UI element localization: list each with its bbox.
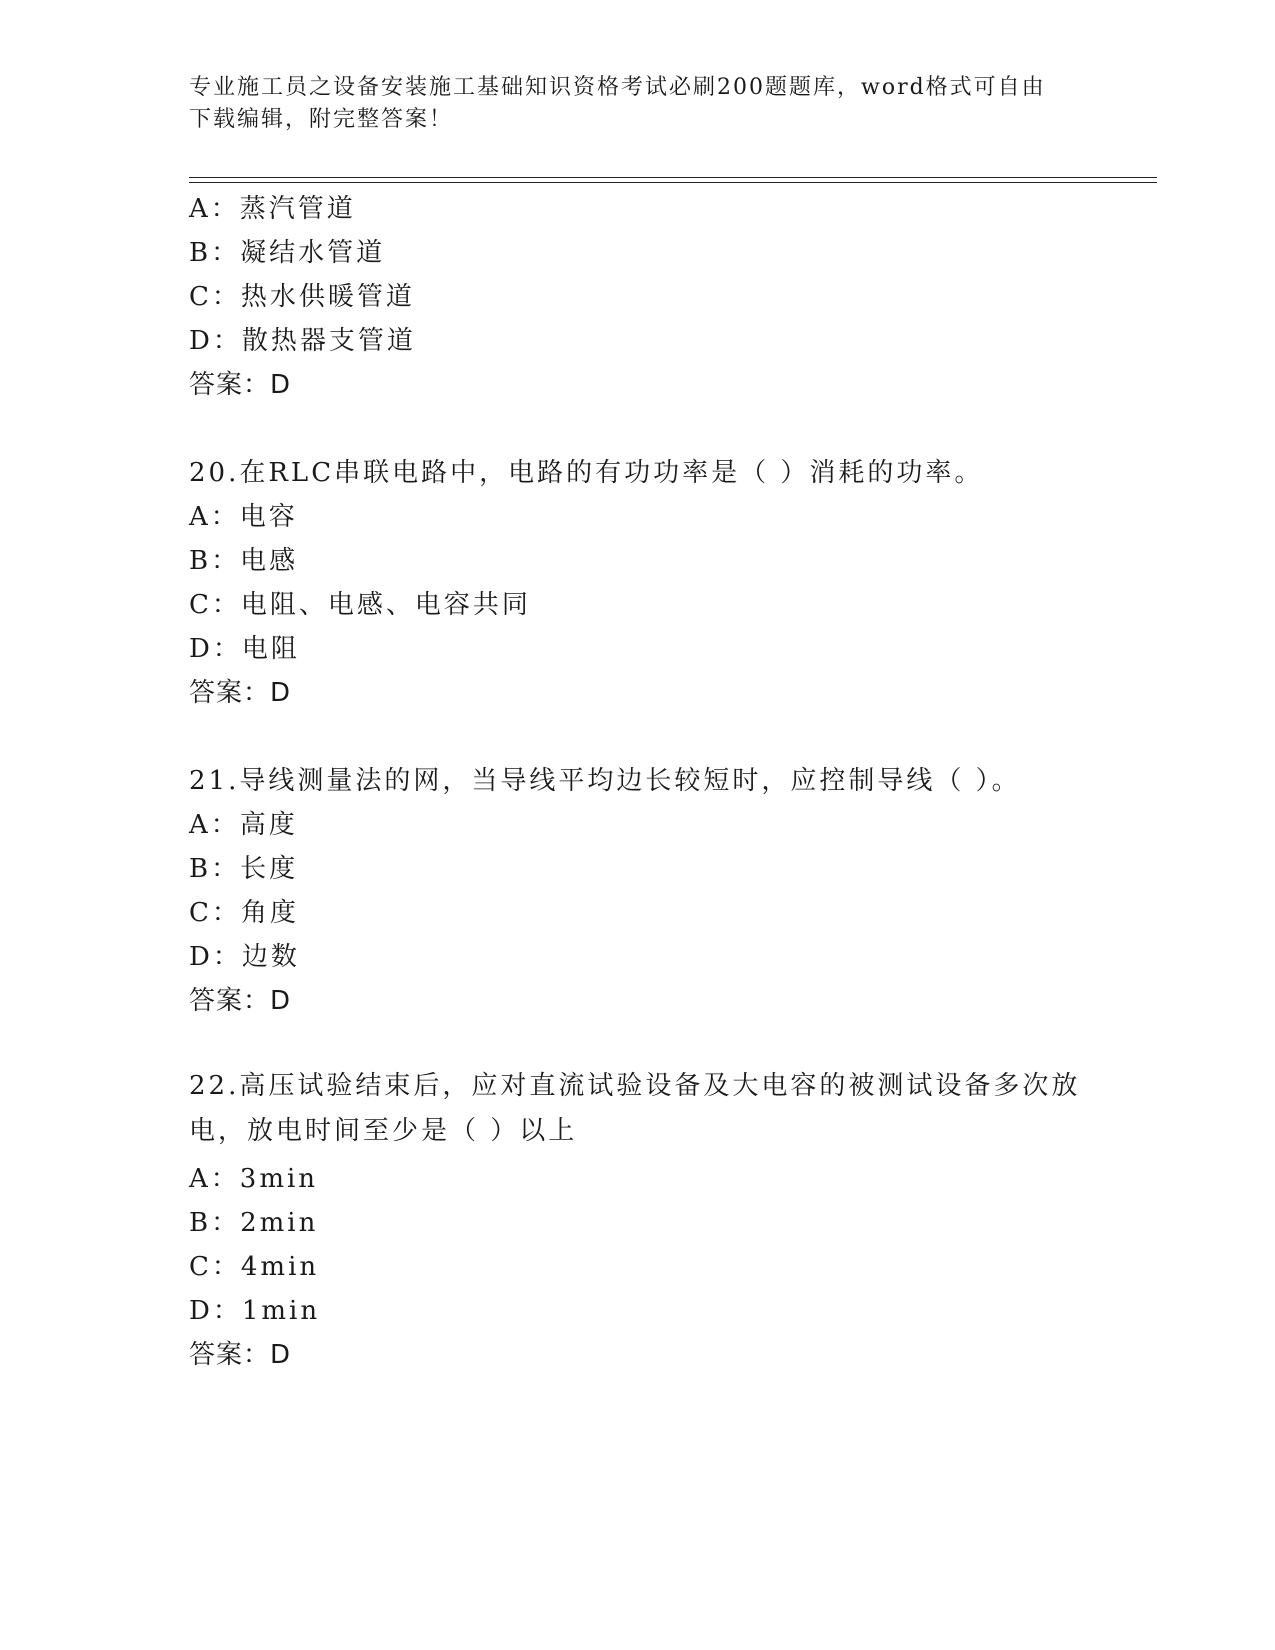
- option-b: B：长度: [189, 854, 299, 884]
- answer-line: 答案：D: [189, 370, 292, 400]
- option-d: D：边数: [189, 942, 300, 972]
- option-d: D：电阻: [189, 634, 300, 664]
- option-c: C：热水供暖管道: [189, 282, 415, 312]
- document-title: 专业施工员之设备安装施工基础知识资格考试必刷200题题库，word格式可自由下载编辑，附完整答案！: [189, 75, 1046, 132]
- option-b: B：电感: [189, 546, 299, 576]
- option-c: C：电阻、电感、电容共同: [189, 590, 531, 620]
- question-text: 20.在RLC串联电路中，电路的有功功率是（ ）消耗的功率。: [189, 458, 984, 488]
- option-a: A：电容: [189, 502, 298, 532]
- header-divider-top: [189, 177, 1157, 178]
- option-c: C：4min: [189, 1252, 320, 1282]
- answer-line: 答案：D: [189, 678, 292, 708]
- question-text: 22.高压试验结束后，应对直流试验设备及大电容的被测试设备多次放电，放电时间至少是（ ）以上: [189, 1071, 1081, 1146]
- option-c: C：角度: [189, 898, 299, 928]
- option-d: D：散热器支管道: [189, 326, 416, 356]
- option-b: B：凝结水管道: [189, 238, 386, 268]
- answer-line: 答案：D: [189, 986, 292, 1016]
- option-a: A：高度: [189, 810, 298, 840]
- option-a: A：蒸汽管道: [189, 194, 356, 224]
- question-text: 21.导线测量法的网，当导线平均边长较短时，应控制导线（ ）。: [189, 766, 1021, 796]
- option-b: B：2min: [189, 1208, 319, 1238]
- header-divider-bottom: [189, 182, 1157, 183]
- answer-line: 答案：D: [189, 1340, 292, 1370]
- option-d: D：1min: [189, 1296, 321, 1326]
- option-a: A：3min: [189, 1164, 319, 1194]
